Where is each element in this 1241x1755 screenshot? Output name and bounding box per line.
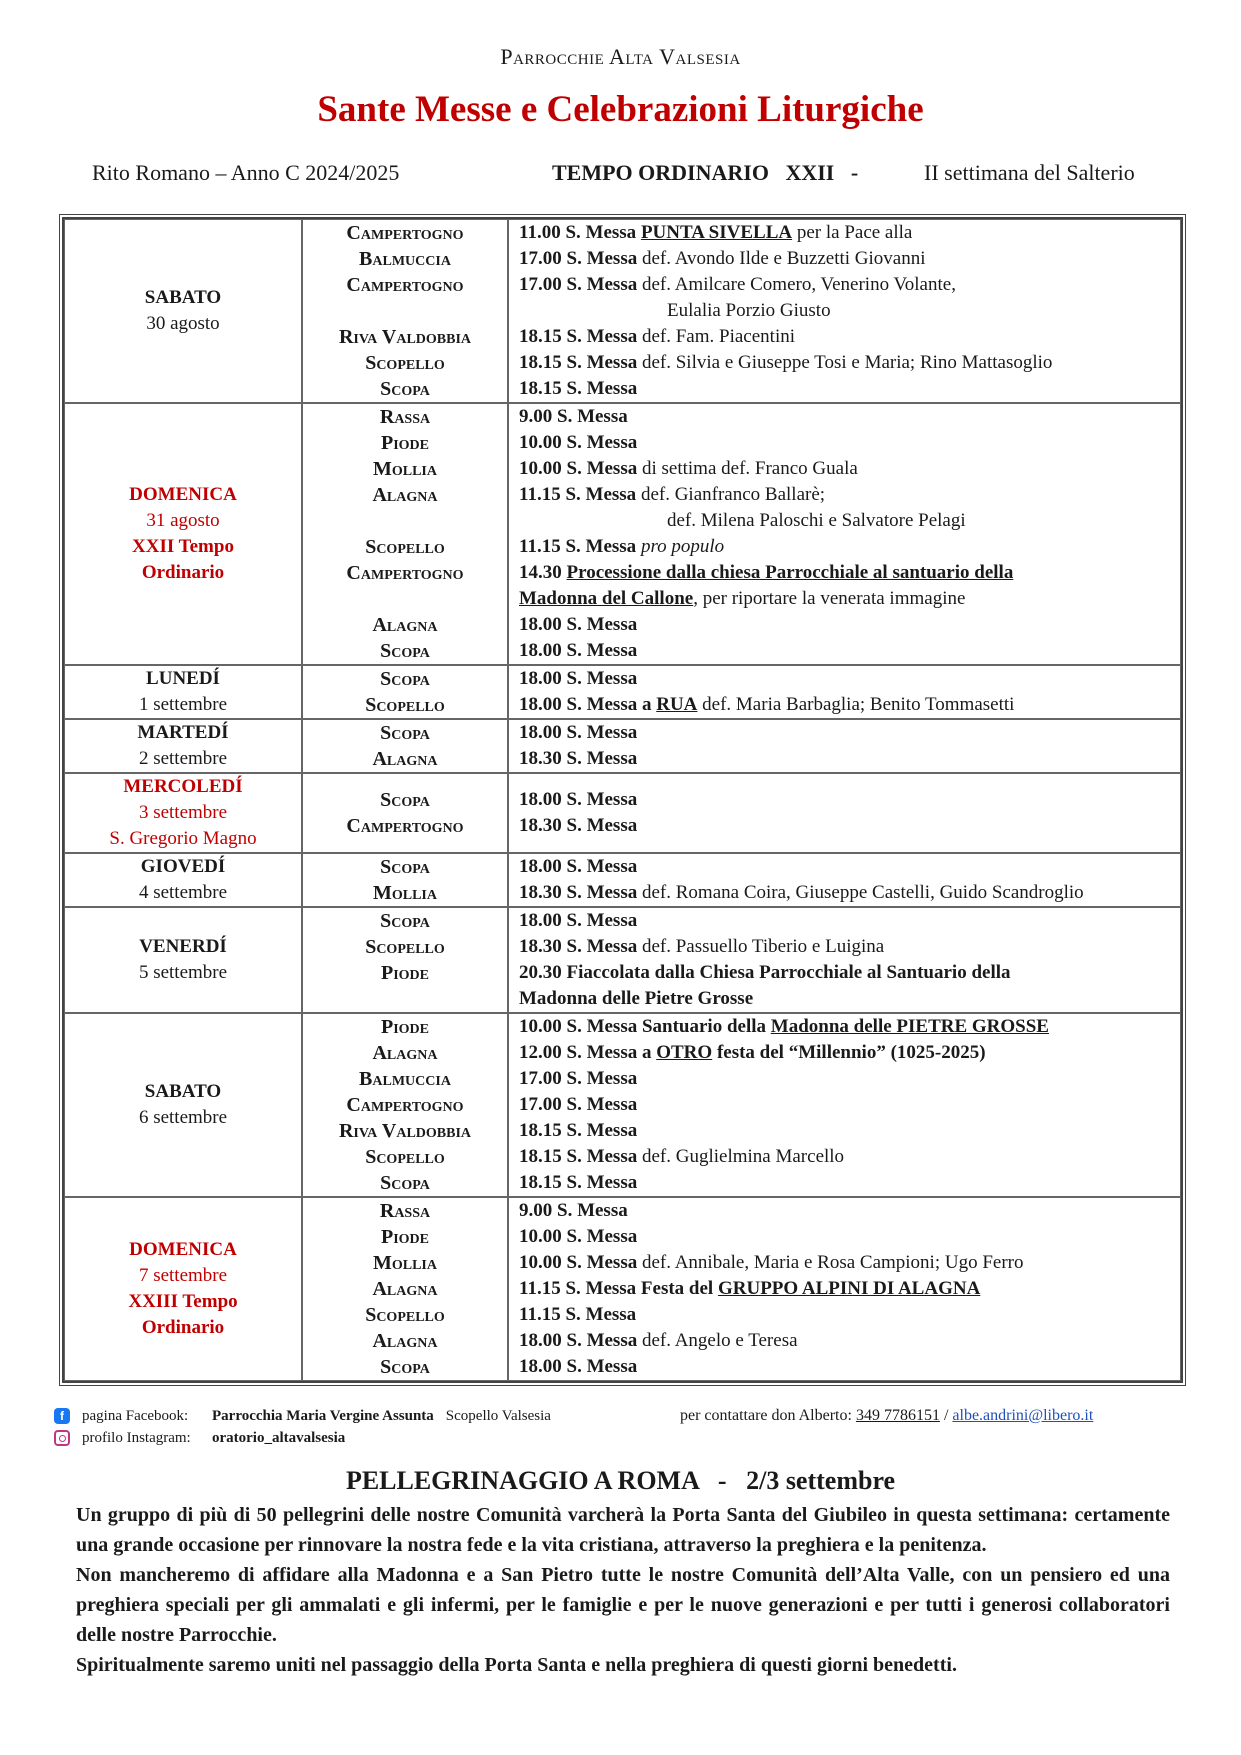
facebook-place: Scopello Valsesia	[445, 1408, 551, 1424]
event-time: 18.15 S. Messa	[519, 326, 638, 347]
event-bold: festa del “Millennio” (1025-2025)	[712, 1042, 986, 1063]
events-cell	[508, 665, 1181, 719]
event-line	[519, 746, 1170, 772]
day-detail: 31 agosto	[146, 510, 220, 531]
place-name	[303, 508, 507, 534]
schedule-row	[64, 403, 1181, 665]
place-name: Campertogno	[346, 222, 464, 244]
event-time: 18.15 S. Messa	[519, 1146, 638, 1167]
event-time: 11.15 S. Messa	[519, 1304, 637, 1325]
pilgrimage-paragraph: Non mancheremo di affidare alla Madonna e a San Pietro tutte le nostre Comunità dell’Alta Valle, con un pensiero ed una preghiera speciali per gli ammalati e gli infermi, per le famiglie e per le nuove generazioni e per tutti i generosi collaboratori delle nostre Parrocchie.	[76, 1564, 1170, 1646]
place-name: Scopello	[365, 936, 445, 958]
event-time: Madonna delle Pietre Grosse	[519, 988, 754, 1009]
parish-name: Parrocchie Alta Valsesia	[500, 44, 741, 69]
event-line	[519, 586, 1170, 612]
contact-label: per contattare don Alberto:	[680, 1407, 852, 1424]
place-name: Mollia	[372, 1252, 437, 1274]
place-name	[303, 986, 507, 1012]
event-text: def. Gianfranco Ballarè;	[636, 484, 826, 505]
events-cell	[508, 403, 1181, 665]
places-cell	[302, 773, 508, 853]
place-name: Alagna	[372, 614, 438, 636]
place-name: Scopa	[380, 789, 430, 811]
place-name: Scopa	[380, 910, 430, 932]
phone-link[interactable]: 349 7786151	[855, 1407, 940, 1424]
event-time: 18.00 S. Messa a	[519, 694, 652, 715]
facebook-row	[54, 1405, 551, 1427]
day-detail: S. Gregorio Magno	[109, 828, 257, 849]
facebook-page[interactable]: Parrocchia Maria Vergine Assunta	[212, 1408, 434, 1424]
place-name: Piode	[380, 962, 429, 984]
place-name: Scopello	[365, 1146, 445, 1168]
places-cell	[302, 1197, 508, 1381]
places-cell	[302, 403, 508, 665]
event-line	[519, 1302, 1170, 1328]
schedule-row	[64, 219, 1181, 403]
place-name: Campertogno	[346, 1094, 464, 1116]
instagram-handle[interactable]: oratorio_altavalsesia	[212, 1430, 346, 1446]
place-name: Scopa	[380, 378, 430, 400]
event-time: 18.30 S. Messa	[519, 815, 638, 836]
event-line	[519, 986, 1170, 1012]
event-time: 9.00 S. Messa	[519, 406, 628, 427]
event-text: def. Avondo Ilde e Buzzetti Giovanni	[637, 248, 926, 269]
events-cell	[508, 219, 1181, 403]
place-name: Mollia	[372, 458, 437, 480]
schedule-table	[62, 217, 1183, 1383]
event-time: 14.30	[519, 562, 562, 583]
event-time: 11.15 S. Messa	[519, 484, 637, 505]
place-name: Riva Valdobbia	[338, 326, 472, 348]
tempo-label: TEMPO ORDINARIO XXII -	[552, 160, 859, 185]
event-time: 18.15 S. Messa	[519, 378, 638, 399]
event-line	[519, 1276, 1170, 1302]
event-line	[519, 350, 1170, 376]
day-detail: 30 agosto	[146, 313, 220, 334]
day-cell	[64, 1197, 302, 1381]
event-line	[519, 456, 1170, 482]
event-text: , per riportare la venerata immagine	[693, 588, 966, 609]
day-cell	[64, 719, 302, 773]
pilgrimage-title: PELLEGRINAGGIO A ROMA - 2/3 settembre	[345, 1466, 896, 1495]
schedule-row	[64, 1197, 1181, 1381]
email-link[interactable]: albe.andrini@libero.it	[952, 1407, 1094, 1424]
place-name: Scopa	[380, 640, 430, 662]
places-cell	[302, 907, 508, 1013]
event-underlined: Madonna delle PIETRE GROSSE	[770, 1016, 1049, 1037]
pilgrimage-text	[76, 1500, 1170, 1680]
day-detail: 7 settembre	[138, 1265, 228, 1286]
event-line	[519, 482, 1170, 508]
event-line	[519, 324, 1170, 350]
places-cell	[302, 719, 508, 773]
day-name: SABATO	[144, 287, 222, 308]
day-detail: 3 settembre	[138, 802, 228, 823]
event-time: 18.00 S. Messa	[519, 789, 638, 810]
event-time: 18.00 S. Messa	[519, 910, 638, 931]
facebook-icon[interactable]: f	[54, 1408, 70, 1424]
event-time: 18.00 S. Messa	[519, 722, 638, 743]
event-time: 9.00 S. Messa	[519, 1200, 628, 1221]
event-time: 18.15 S. Messa	[519, 1120, 638, 1141]
pilgrimage-paragraph: Un gruppo di più di 50 pellegrini delle nostre Comunità varcherà la Porta Santa del Giubileo in questa settimana: certamente una grande occasione per rinnovare la nostra fede e la vita cristiana, attraverso la preghiera e la penitenza.	[76, 1504, 1170, 1556]
event-time: 20.30 Fiaccolata dalla Chiesa Parrocchiale al Santuario della	[519, 962, 1011, 983]
event-time: 18.00 S. Messa	[519, 668, 638, 689]
event-line	[519, 612, 1170, 638]
event-text: def. Fam. Piacentini	[637, 326, 796, 347]
salterio-label: II settimana del Salterio	[924, 160, 1135, 185]
event-line	[519, 220, 1170, 246]
event-time: 17.00 S. Messa	[519, 1068, 638, 1089]
event-time: 17.00 S. Messa	[519, 1094, 638, 1115]
place-name: Alagna	[372, 484, 438, 506]
event-text: def. Annibale, Maria e Rosa Campioni; Ugo Ferro	[637, 1252, 1024, 1273]
place-name: Scopello	[365, 352, 445, 374]
event-time: 10.00 S. Messa Santuario della	[519, 1016, 767, 1037]
event-line	[519, 508, 1170, 534]
places-cell	[302, 219, 508, 403]
place-name	[303, 586, 507, 612]
day-detail: Ordinario	[141, 1317, 225, 1338]
event-time: 11.00 S. Messa	[519, 222, 637, 243]
day-name: GIOVEDÍ	[140, 856, 226, 877]
places-cell	[302, 1013, 508, 1197]
event-time: 10.00 S. Messa	[519, 432, 638, 453]
day-cell	[64, 853, 302, 907]
facebook-label: pagina Facebook:	[82, 1408, 189, 1424]
event-time: 11.15 S. Messa	[519, 536, 637, 557]
day-cell	[64, 403, 302, 665]
contact-info	[680, 1405, 1093, 1427]
event-italic: pro populo	[640, 536, 725, 557]
place-name: Piode	[380, 1016, 429, 1038]
place-name: Campertogno	[346, 562, 464, 584]
event-line	[519, 813, 1170, 839]
day-detail: Ordinario	[141, 562, 225, 583]
day-name: DOMENICA	[129, 484, 237, 505]
event-text: def. Guglielmina Marcello	[637, 1146, 845, 1167]
event-underlined: Madonna del Callone	[519, 588, 694, 609]
event-line	[519, 1040, 1170, 1066]
event-underlined: Processione dalla chiesa Parrocchiale al santuario della	[566, 562, 1014, 583]
place-name	[303, 298, 507, 324]
event-line	[519, 1144, 1170, 1170]
place-name: Scopello	[365, 1304, 445, 1326]
event-time: 18.15 S. Messa	[519, 1172, 638, 1193]
event-line	[519, 720, 1170, 746]
event-text: Eulalia Porzio Giusto	[667, 300, 831, 321]
event-line	[519, 534, 1170, 560]
event-time: 11.15 S. Messa Festa del	[519, 1278, 714, 1299]
place-name: Scopello	[365, 536, 445, 558]
event-line	[519, 1118, 1170, 1144]
event-time: 17.00 S. Messa	[519, 274, 638, 295]
place-name: Balmuccia	[359, 248, 451, 270]
event-line	[519, 298, 1170, 324]
event-line	[519, 1354, 1170, 1380]
place-name: Rassa	[379, 1200, 431, 1222]
place-name: Balmuccia	[359, 1068, 451, 1090]
day-cell	[64, 665, 302, 719]
day-detail: 6 settembre	[138, 1107, 228, 1128]
place-name: Riva Valdobbia	[338, 1120, 472, 1142]
event-line	[519, 638, 1170, 664]
place-name: Piode	[380, 432, 429, 454]
place-name: Piode	[380, 1226, 429, 1248]
places-cell	[302, 665, 508, 719]
day-name: LUNEDÍ	[146, 668, 220, 689]
events-cell	[508, 719, 1181, 773]
event-time: 18.30 S. Messa	[519, 882, 638, 903]
event-time: 17.00 S. Messa	[519, 248, 638, 269]
event-line	[519, 692, 1170, 718]
event-time: 18.00 S. Messa	[519, 1330, 638, 1351]
event-line	[519, 1092, 1170, 1118]
event-line	[519, 272, 1170, 298]
instagram-row	[54, 1427, 551, 1449]
event-line	[519, 246, 1170, 272]
place-name: Scopa	[380, 1356, 430, 1378]
schedule-row	[64, 907, 1181, 1013]
day-cell	[64, 1013, 302, 1197]
place-name: Campertogno	[346, 815, 464, 837]
place-name: Scopa	[380, 856, 430, 878]
event-text: def. Amilcare Comero, Venerino Volante,	[637, 274, 956, 295]
event-time: 10.00 S. Messa	[519, 458, 638, 479]
day-name: MERCOLEDÍ	[123, 776, 243, 797]
day-detail: XXII Tempo	[132, 536, 234, 557]
contact-separator: /	[943, 1407, 949, 1424]
day-name: SABATO	[144, 1081, 222, 1102]
place-name: Scopa	[380, 722, 430, 744]
day-name: DOMENICA	[129, 1239, 237, 1260]
place-name: Alagna	[372, 1042, 438, 1064]
event-text: def. Passuello Tiberio e Luigina	[637, 936, 885, 957]
schedule-row	[64, 773, 1181, 853]
day-detail: 2 settembre	[138, 748, 228, 769]
event-text: per la Pace alla	[792, 222, 918, 243]
event-line	[519, 787, 1170, 813]
event-line	[519, 934, 1170, 960]
day-detail: 1 settembre	[138, 694, 228, 715]
place-name: Scopa	[380, 668, 430, 690]
event-text: def. Maria Barbaglia; Benito Tommasetti	[697, 694, 1015, 715]
event-time: 12.00 S. Messa a	[519, 1042, 652, 1063]
event-line	[519, 854, 1170, 880]
pilgrimage-paragraph: Spiritualmente saremo uniti nel passaggio della Porta Santa e nella preghiera di questi giorni benedetti.	[76, 1654, 957, 1676]
place-name: Mollia	[372, 882, 437, 904]
event-text: def. Angelo e Teresa	[637, 1330, 798, 1351]
day-detail: XXIII Tempo	[128, 1291, 238, 1312]
event-underlined: RUA	[656, 694, 698, 715]
event-line	[519, 908, 1170, 934]
day-detail: 5 settembre	[138, 962, 228, 983]
schedule-row	[64, 719, 1181, 773]
event-line	[519, 1198, 1170, 1224]
page-title: Sante Messe e Celebrazioni Liturgiche	[317, 89, 924, 130]
event-line	[519, 1250, 1170, 1276]
place-name: Campertogno	[346, 274, 464, 296]
event-text: def. Romana Coira, Giuseppe Castelli, Guido Scandroglio	[637, 882, 1084, 903]
events-cell	[508, 907, 1181, 1013]
event-time: 18.00 S. Messa	[519, 640, 638, 661]
event-line	[519, 1224, 1170, 1250]
events-cell	[508, 773, 1181, 853]
events-cell	[508, 1013, 1181, 1197]
event-line	[519, 1014, 1170, 1040]
events-cell	[508, 853, 1181, 907]
event-line	[519, 1170, 1170, 1196]
event-time: 18.30 S. Messa	[519, 936, 638, 957]
instagram-label: profilo Instagram:	[82, 1430, 191, 1446]
schedule-row	[64, 665, 1181, 719]
event-line	[519, 1066, 1170, 1092]
event-line	[519, 880, 1170, 906]
event-underlined: OTRO	[656, 1042, 713, 1063]
event-line	[519, 1328, 1170, 1354]
events-cell	[508, 1197, 1181, 1381]
place-name: Scopa	[380, 1172, 430, 1194]
event-time: 10.00 S. Messa	[519, 1226, 638, 1247]
event-time: 18.00 S. Messa	[519, 1356, 638, 1377]
event-line	[519, 404, 1170, 430]
event-underlined: GRUPPO ALPINI DI ALAGNA	[717, 1278, 981, 1299]
event-line	[519, 430, 1170, 456]
place-name: Alagna	[372, 748, 438, 770]
places-cell	[302, 853, 508, 907]
day-name: MARTEDÍ	[137, 722, 229, 743]
day-name: VENERDÍ	[139, 936, 227, 957]
day-cell	[64, 219, 302, 403]
day-cell	[64, 907, 302, 1013]
day-detail: 4 settembre	[138, 882, 228, 903]
place-name: Alagna	[372, 1278, 438, 1300]
schedule-body	[64, 219, 1181, 1381]
event-time: 18.15 S. Messa	[519, 352, 638, 373]
event-line	[519, 666, 1170, 692]
event-text: def. Silvia e Giuseppe Tosi e Maria; Rino Mattasoglio	[637, 352, 1053, 373]
schedule-row	[64, 853, 1181, 907]
event-line	[519, 960, 1170, 986]
event-time: 18.00 S. Messa	[519, 856, 638, 877]
event-line	[519, 376, 1170, 402]
place-name: Alagna	[372, 1330, 438, 1352]
day-cell	[64, 773, 302, 853]
event-time: 10.00 S. Messa	[519, 1252, 638, 1273]
schedule-row	[64, 1013, 1181, 1197]
event-underlined: PUNTA SIVELLA	[640, 222, 793, 243]
rito-label: Rito Romano – Anno C 2024/2025	[92, 160, 400, 185]
place-name: Rassa	[379, 406, 431, 428]
event-text: def. Milena Paloschi e Salvatore Pelagi	[667, 510, 966, 531]
place-name: Scopello	[365, 694, 445, 716]
event-time: 18.00 S. Messa	[519, 614, 638, 635]
event-text: di settima def. Franco Guala	[637, 458, 858, 479]
event-line	[519, 560, 1170, 586]
event-time: 18.30 S. Messa	[519, 748, 638, 769]
social-links	[54, 1405, 551, 1449]
instagram-icon[interactable]	[54, 1430, 70, 1446]
